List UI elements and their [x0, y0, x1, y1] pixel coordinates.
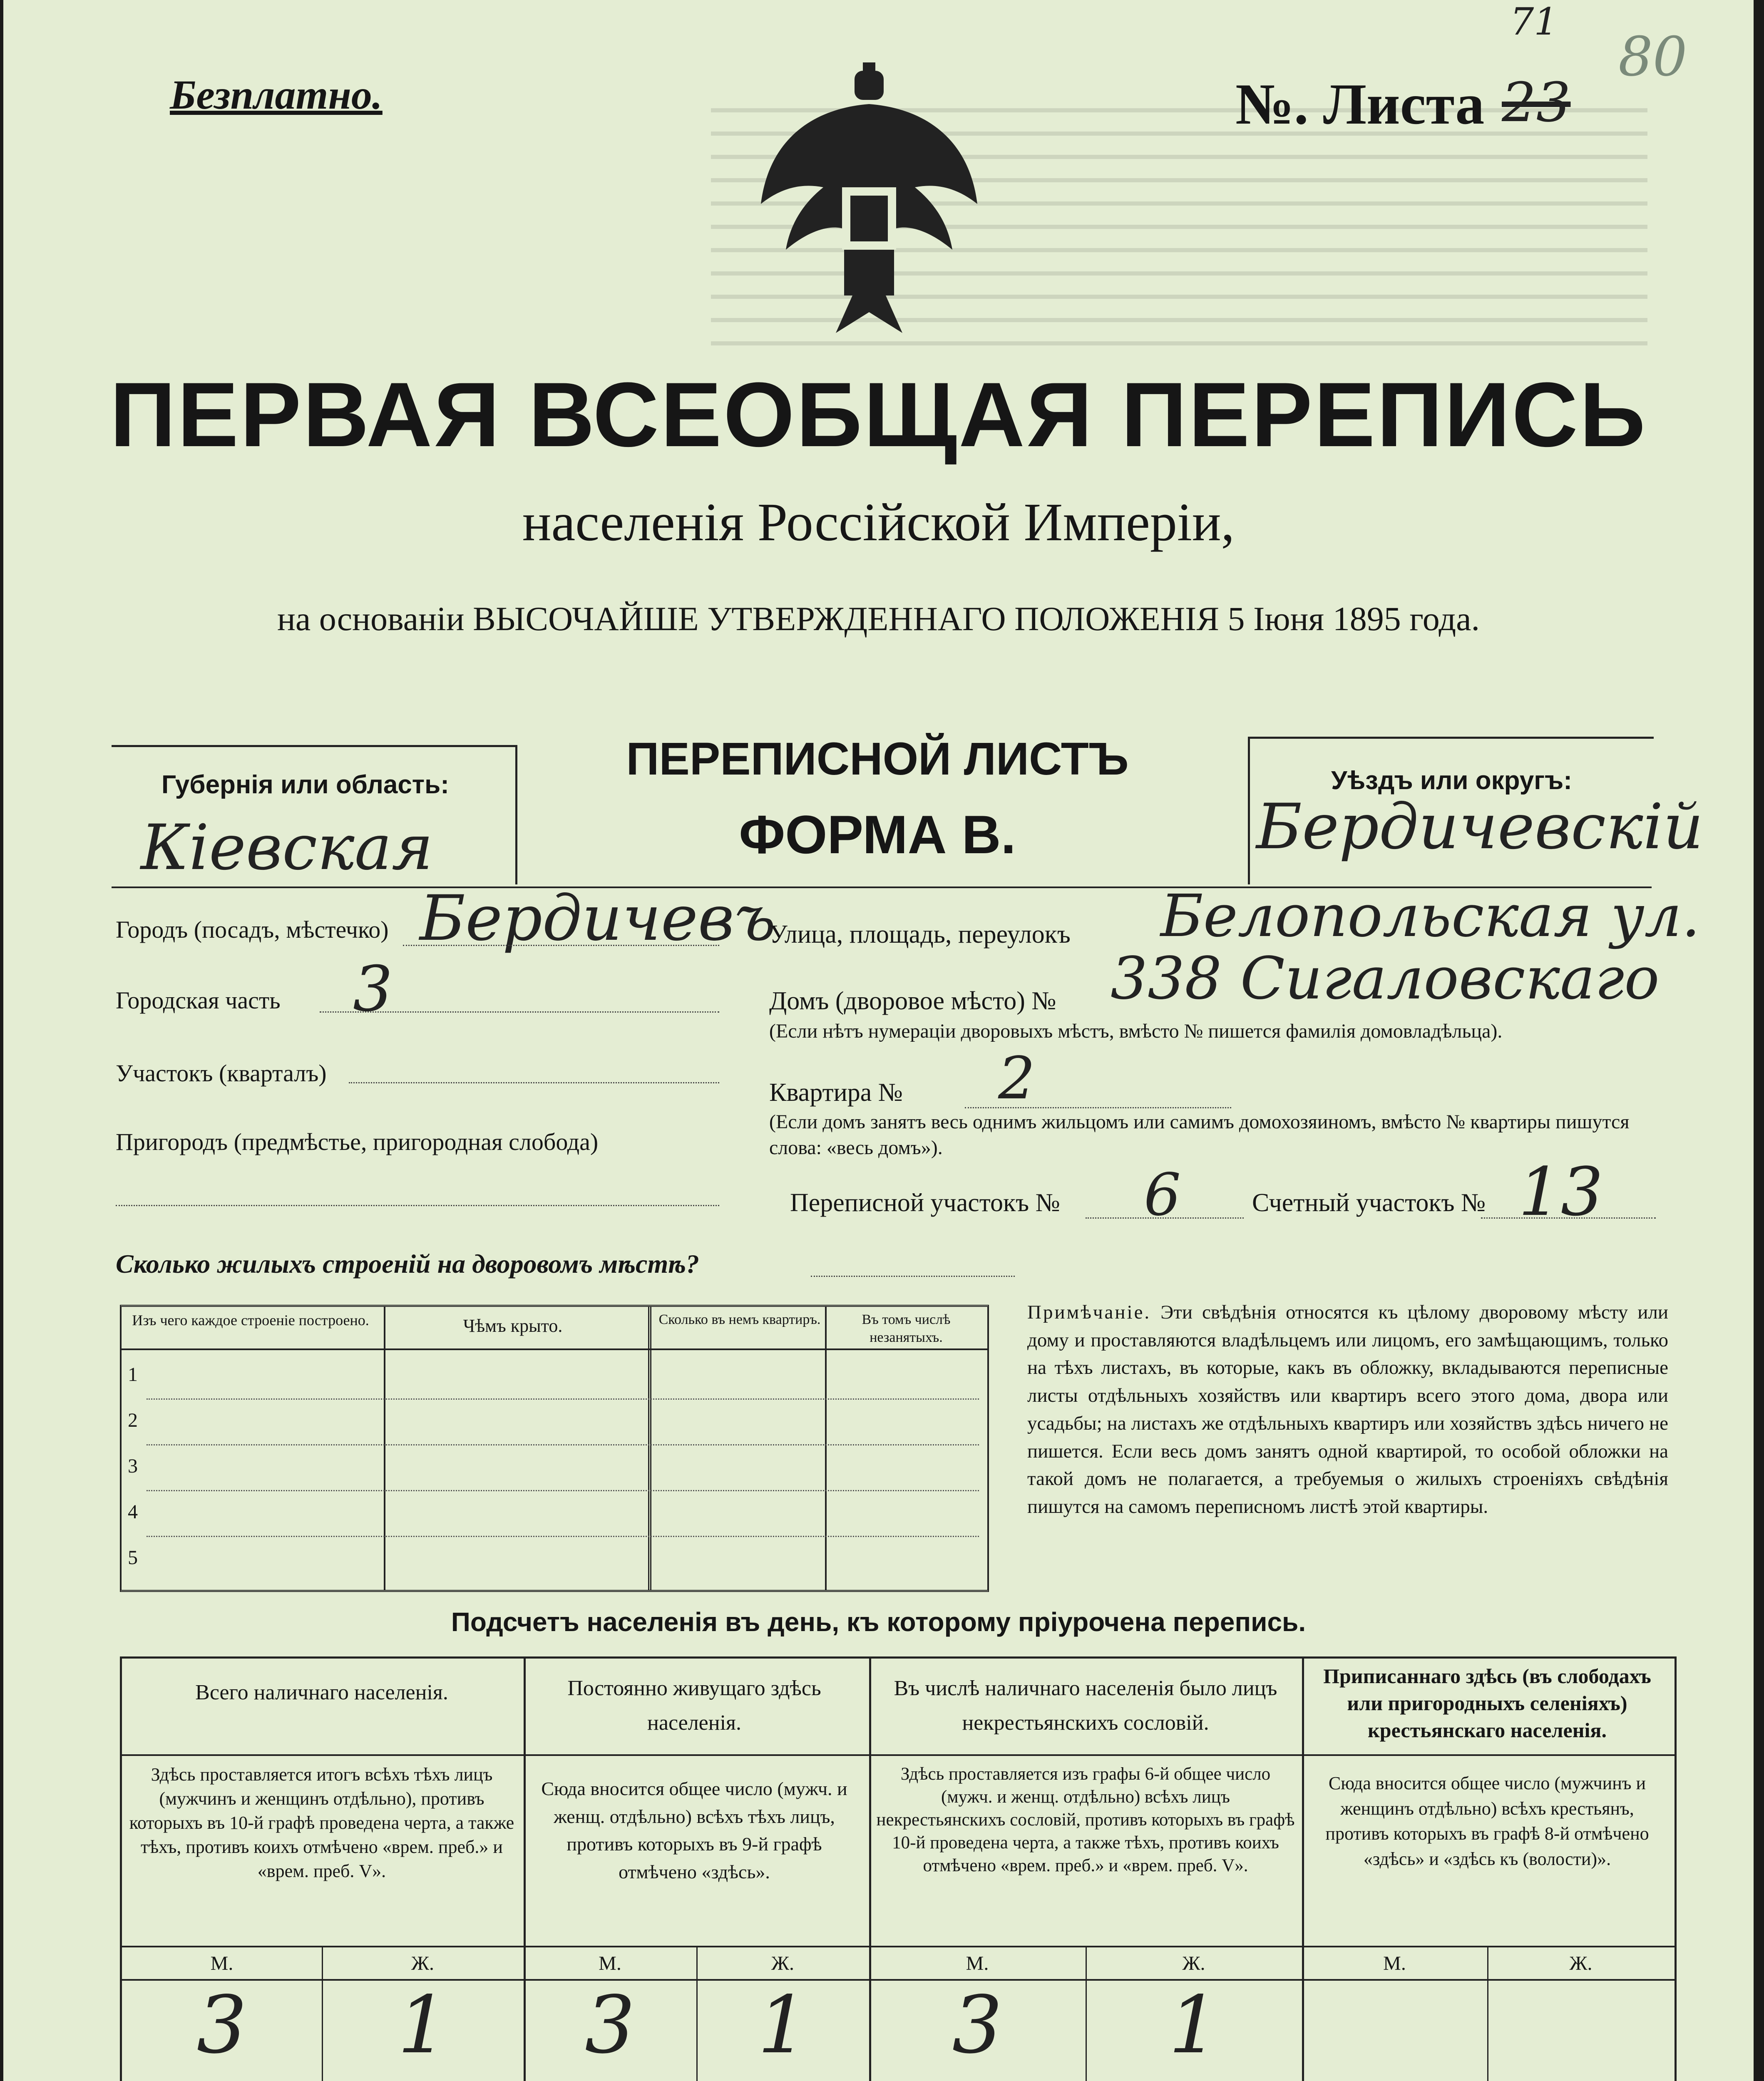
pop-col4-desc: Сюда вносится общее число (мужчинъ и женщинъ отдѣльно) всѣхъ крестьянъ, противъ которыхъ въ графѣ 8-й отмѣчено «здѣсь» и «здѣсь къ (волости)».: [1325, 1773, 1649, 1870]
pop-col1-f-value: 1: [398, 1979, 448, 2071]
suburb-line: [116, 1205, 719, 1206]
counting-district-value: 13: [1518, 1153, 1603, 1231]
buildings-col2-header: Чѣмъ крыто.: [463, 1316, 563, 1336]
pop-col3-head: Въ числѣ наличнаго населенія было лицъ некрестьянскихъ сословій.: [894, 1676, 1277, 1735]
street-value: Белопольская ул.: [1160, 882, 1700, 950]
street-label: Улица, площадь, переулокъ: [769, 920, 1071, 949]
city-part-label: Городская часть: [116, 987, 281, 1014]
district-line: [349, 1082, 719, 1083]
population-table: [120, 1656, 1677, 2081]
buildings-question-line: [811, 1276, 1015, 1277]
pop-col1-head: Всего наличнаго населенія.: [195, 1681, 448, 1704]
apartment-line: [965, 1107, 1231, 1108]
margin-bleed-numbers: [1593, 408, 1643, 2081]
page-title: ПЕРВАЯ ВСЕОБЩАЯ ПЕРЕПИСЬ: [110, 363, 1647, 466]
buildings-vline-2: [648, 1307, 651, 1590]
pop-col2-desc: Сюда вносится общее число (мужч. и женщ. отдѣльно) всѣхъ тѣхъ лицъ, противъ которыхъ въ 9-й графѣ отмѣчено «здѣсь».: [541, 1778, 847, 1883]
pop-mf-rule: [122, 1946, 1675, 1947]
buildings-note: [1027, 1299, 1668, 1521]
suburb-label: Пригородъ (предмѣстье, пригородная слобода): [116, 1128, 599, 1155]
imperial-eagle-emblem: [753, 62, 986, 337]
corner-number-2: 80: [1618, 25, 1687, 88]
pop-col2-f-value: 1: [758, 1979, 808, 2071]
buildings-row-rule-3: [147, 1490, 979, 1491]
form-name: ФОРМА В.: [739, 804, 1016, 865]
buildings-row-rule-1: [147, 1398, 979, 1400]
pop-col3-m-label: М.: [966, 1952, 989, 1974]
buildings-col3-header: Сколько въ немъ квартиръ.: [658, 1312, 821, 1327]
buildings-row-1: 1: [128, 1363, 138, 1386]
city-line: [403, 945, 719, 946]
buildings-col4-header: Въ томъ числѣ незанятыхъ.: [862, 1312, 951, 1345]
pop-col2-m-label: М.: [599, 1952, 621, 1974]
district-label: Участокъ (кварталъ): [116, 1060, 327, 1087]
buildings-row-rule-2: [147, 1444, 979, 1445]
buildings-row-4: 4: [128, 1501, 138, 1523]
gubernia-label: Губернія или область:: [161, 770, 449, 799]
pop-col3-f-value: 1: [1168, 1979, 1219, 2071]
city-part-line: [320, 1011, 719, 1013]
counting-district-label: Счетный участокъ №: [1252, 1189, 1486, 1217]
city-value: Бердичевъ: [420, 882, 776, 955]
buildings-vline-1: [384, 1307, 385, 1590]
pop-col3-f-label: Ж.: [1182, 1952, 1205, 1974]
population-title: Подсчетъ населенія въ день, къ которому пріурочена перепись.: [451, 1607, 1306, 1637]
census-district-line: [1086, 1217, 1244, 1219]
census-district-label: Переписной участокъ №: [790, 1189, 1060, 1217]
pop-col2-m-value: 3: [585, 1979, 635, 2071]
apartment-note: (Если домъ занятъ весь однимъ жильцомъ или самимъ домохозяиномъ, вмѣсто № квартиры пишутся слова: «весь домъ»).: [769, 1111, 1630, 1159]
buildings-row-3: 3: [128, 1455, 138, 1477]
buildings-note-title: Примѣчаніе.: [1027, 1301, 1151, 1323]
sheet-number-label: №. Листа: [1235, 72, 1485, 137]
pop-col3-desc: Здѣсь проставляется изъ графы 6-й общее число (мужч. и женщ. отдѣльно) всѣхъ лицъ некрестьянскихъ сословій, противъ которыхъ въ графѣ 10-й проведена черта, а также тѣхъ, противъ коихъ отмѣчено «врем. преб.» и «врем. преб. V».: [876, 1764, 1295, 1876]
city-label: Городъ (посадъ, мѣстечко): [116, 916, 389, 943]
pop-col4-head: Приписаннаго здѣсь (въ слободахъ или пригородныхъ селеніяхъ) крестьянскаго населенія.: [1323, 1664, 1651, 1742]
buildings-table: [120, 1305, 989, 1592]
pop-col2-f-label: Ж.: [771, 1952, 794, 1974]
gubernia-value: Кіевская: [141, 812, 433, 884]
buildings-row-2: 2: [128, 1409, 138, 1431]
apartment-label: Квартира №: [769, 1078, 903, 1107]
form-title: ПЕРЕПИСНОЙ ЛИСТЪ: [626, 733, 1129, 785]
buildings-header-rule: [122, 1348, 987, 1350]
city-part-value: 3: [353, 953, 393, 1026]
house-label: Домъ (дворовое мѣсто) №: [769, 987, 1056, 1015]
census-district-value: 6: [1144, 1161, 1181, 1229]
uezd-label: Уѣздъ или округъ:: [1331, 766, 1572, 795]
buildings-col1-header: Изъ чего каждое строеніе построено.: [132, 1312, 369, 1329]
buildings-row-5: 5: [128, 1547, 138, 1569]
free-label: Безплатно.: [170, 72, 383, 118]
pop-col1-desc: Здѣсь проставляется итогъ всѣхъ тѣхъ лицъ (мужчинъ и женщинъ отдѣльно), противъ которыхъ въ 10-й графѣ проведена черта, а также тѣхъ, противъ коихъ отмѣчено «врем. преб.» и «врем. преб. V».: [129, 1764, 514, 1882]
house-note: (Если нѣтъ нумераціи дворовыхъ мѣстъ, вмѣсто № пишется фамилія домовладѣльца).: [769, 1020, 1503, 1042]
pop-col4-f-label: Ж.: [1569, 1952, 1593, 1974]
buildings-row-rule-4: [147, 1536, 979, 1537]
pop-col1-m-label: М.: [210, 1952, 234, 1974]
uezd-value: Бердичевскій: [1256, 791, 1704, 863]
pop-col4-m-label: М.: [1383, 1952, 1406, 1974]
buildings-question: Сколько жилыхъ строеній на дворовомъ мѣстѣ?: [116, 1249, 699, 1279]
sheet-number-value: 23: [1502, 71, 1571, 134]
corner-number: 71: [1510, 0, 1558, 44]
buildings-vline-3: [825, 1307, 827, 1590]
buildings-note-text: Эти свѣдѣнія относятся къ цѣлому дворовому мѣсту или дому и проставляются владѣльцемъ или лицомъ, его замѣщающимъ, только на тѣхъ листахъ, въ которые, какъ въ обложку, вкладываются переписные листы отдѣльныхъ хозяйствъ или квартиръ всего этого дома, двора или усадьбы; на листахъ же отдѣльныхъ квартиръ или хозяйствъ здѣсь ничего не пишется. Если весь домъ занятъ одной квартирой, то особой обложки на такой домъ не полагается, а требуемыя о жилыхъ строеніяхъ свѣдѣнія пишутся на самомъ переписномъ листѣ этой квартиры.: [1027, 1301, 1669, 1518]
pop-col1-f-label: Ж.: [411, 1952, 434, 1974]
pop-col2-head: Постоянно живущаго здѣсь населенія.: [567, 1676, 821, 1735]
census-sheet: [3, 0, 1754, 2081]
page-subtitle: населенія Россійской Имперіи,: [522, 492, 1235, 552]
basis-line: на основаніи ВЫСОЧАЙШЕ УТВЕРЖДЕННАГО ПОЛОЖЕНІЯ 5 Іюня 1895 года.: [277, 600, 1480, 638]
apartment-value: 2: [998, 1045, 1036, 1113]
pop-col1-m-value: 3: [196, 1979, 247, 2071]
pop-col3-m-value: 3: [952, 1979, 1003, 2071]
pop-vline-3: [1302, 1659, 1304, 2081]
house-value: 338 Сигаловскаго: [1111, 945, 1660, 1013]
pop-head-rule: [122, 1754, 1675, 1756]
